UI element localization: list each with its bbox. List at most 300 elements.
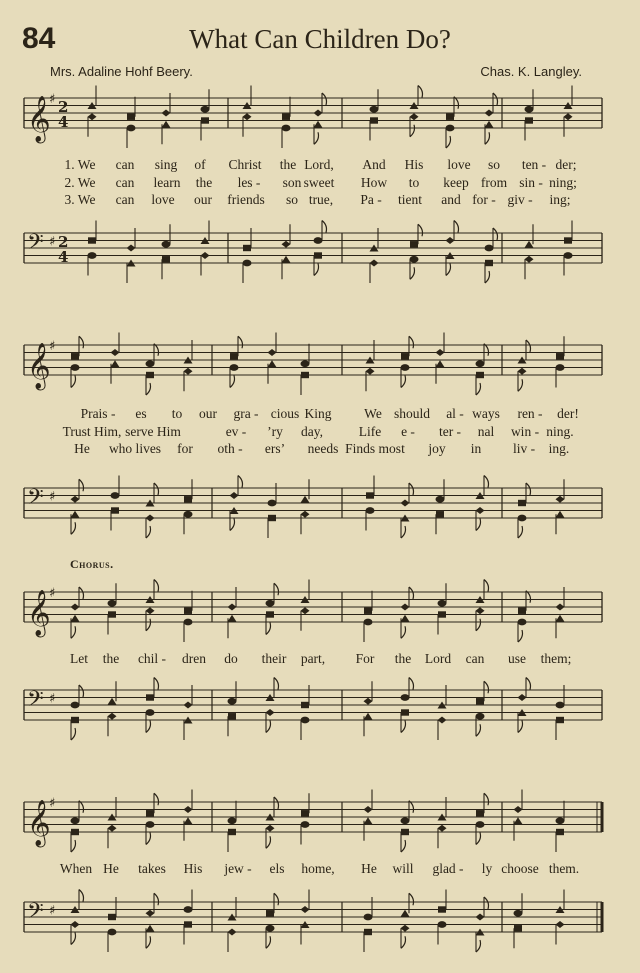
note-head-diamond (476, 914, 485, 921)
note-flag (401, 840, 406, 852)
note-head-square (556, 829, 564, 835)
note-flag (526, 678, 531, 690)
note-flag (238, 336, 243, 348)
note-head-square (401, 829, 409, 835)
note-flag (266, 623, 271, 635)
note-flag (154, 893, 159, 905)
note-head-square (266, 611, 274, 617)
note-head-round (410, 256, 419, 263)
lyric-syllable: gra - (233, 406, 259, 421)
note-head-square (314, 252, 322, 258)
note-flag (79, 685, 84, 697)
lyric-syllable: win - (510, 424, 540, 439)
note-flag (146, 833, 151, 845)
lyric-syllable: day, (301, 424, 323, 439)
note-head-round (525, 106, 534, 113)
note-head-diamond (266, 709, 275, 716)
lyric-syllable: oth - (217, 441, 243, 456)
note-head-square (282, 114, 290, 120)
note-head-round (301, 717, 310, 724)
note-flag (484, 793, 489, 805)
note-head-round (266, 925, 275, 932)
note-head-triangle (111, 360, 120, 367)
lyric-syllable: from (480, 175, 508, 190)
note-head-square (564, 237, 572, 243)
note-flag (485, 271, 490, 283)
note-head-square (446, 114, 454, 120)
note-head-triangle (146, 925, 155, 932)
note-flag (79, 890, 84, 902)
note-head-round (301, 821, 310, 828)
bass-clef-icon: 𝄢 (27, 230, 44, 260)
note-flag (518, 379, 523, 391)
lyric-syllable: to (408, 175, 420, 190)
lyric-syllable: ning. (546, 424, 574, 439)
lyric-syllable: sing (154, 157, 178, 172)
note-head-diamond (556, 921, 565, 928)
note-head-diamond (266, 825, 275, 832)
lyric-syllable: Pa - (360, 192, 382, 207)
note-flag (476, 383, 481, 395)
note-head-diamond (162, 110, 171, 117)
note-flag (446, 264, 451, 276)
note-head-square (266, 910, 274, 916)
note-head-diamond (364, 806, 373, 813)
note-head-diamond (146, 607, 155, 614)
note-flag (146, 721, 151, 733)
note-flag (493, 228, 498, 240)
note-head-square (228, 713, 236, 719)
lyric-syllable: King (304, 406, 332, 421)
lyric-syllable: the (195, 175, 213, 190)
note-head-diamond (485, 110, 494, 117)
note-head-diamond (228, 604, 237, 611)
note-flag (409, 801, 414, 813)
note-head-triangle (71, 615, 80, 622)
lyric-syllable: nal (477, 424, 495, 439)
note-flag (401, 526, 406, 538)
note-head-round (146, 709, 155, 716)
note-head-square (401, 709, 409, 715)
lyric-syllable: 2. We (64, 175, 96, 190)
note-head-square (111, 507, 119, 513)
note-head-round (108, 600, 117, 607)
note-head-square (71, 353, 79, 359)
lyric-syllable: for (177, 441, 193, 456)
lyric-syllable: der! (557, 406, 579, 421)
treble-clef-icon: 𝄞 (27, 343, 51, 389)
lyric-syllable: For (355, 651, 375, 666)
note-head-diamond (282, 241, 291, 248)
note-head-square (556, 353, 564, 359)
note-head-square (146, 372, 154, 378)
lyric-syllable: es (135, 406, 147, 421)
lyric-syllable: use (508, 651, 526, 666)
lyric-syllable: Trust Him, (62, 424, 122, 439)
lyric-syllable: needs (307, 441, 339, 456)
sharp-icon: ♯ (49, 796, 56, 811)
lyric-syllable: dren (182, 651, 206, 666)
note-head-round (518, 619, 527, 626)
note-head-round (71, 364, 80, 371)
note-flag (71, 626, 76, 638)
note-head-round (556, 702, 565, 709)
lyric-syllable: love (151, 192, 175, 207)
note-flag (274, 583, 279, 595)
note-flag (266, 721, 271, 733)
note-head-round (370, 106, 379, 113)
note-flag (154, 678, 159, 690)
note-head-round (228, 817, 237, 824)
note-head-triangle (401, 910, 410, 917)
note-head-diamond (127, 245, 136, 252)
lyric-syllable: jew - (224, 861, 252, 876)
note-flag (146, 619, 151, 631)
note-head-square (438, 906, 446, 912)
note-head-square (401, 353, 409, 359)
note-flag (418, 86, 423, 98)
note-head-diamond (71, 604, 80, 611)
note-head-round (476, 713, 485, 720)
note-head-square (88, 237, 96, 243)
note-head-round (401, 694, 410, 701)
note-head-round (184, 511, 193, 518)
note-flag (266, 936, 271, 948)
note-head-diamond (401, 604, 410, 611)
note-head-square (476, 698, 484, 704)
note-head-triangle (228, 615, 237, 622)
lyric-syllable: friends (227, 192, 265, 207)
note-flag (410, 125, 415, 137)
note-flag (401, 626, 406, 638)
lyric-syllable: Finds most (345, 441, 405, 456)
note-head-square (127, 114, 135, 120)
note-flag (71, 376, 76, 388)
note-head-square (518, 500, 526, 506)
note-flag (79, 479, 84, 491)
lyric-syllable: e - (401, 424, 415, 439)
note-flag (274, 678, 279, 690)
note-flag (484, 580, 489, 592)
note-head-square (71, 717, 79, 723)
note-head-round (268, 500, 277, 507)
sharp-icon: ♯ (49, 234, 56, 250)
lyric-syllable: should (393, 406, 431, 421)
treble-clef-icon: 𝄞 (27, 590, 51, 636)
lyric-syllable: serve Him (125, 424, 181, 439)
lyric-syllable: Let (70, 651, 88, 666)
note-head-diamond (71, 496, 80, 503)
note-head-square (364, 929, 372, 935)
note-head-triangle (162, 121, 171, 128)
lyric-syllable: so (487, 157, 501, 172)
lyric-syllable: tient (398, 192, 422, 207)
note-head-round (446, 125, 455, 132)
note-head-diamond (301, 607, 310, 614)
sharp-icon: ♯ (49, 903, 56, 919)
note-head-round (162, 241, 171, 248)
note-head-square (146, 694, 154, 700)
note-head-round (476, 360, 485, 367)
lyric-syllable: He (74, 441, 90, 456)
note-flag (476, 619, 481, 631)
note-head-diamond (476, 507, 485, 514)
note-flag (484, 476, 489, 488)
note-head-round (401, 364, 410, 371)
note-head-square (243, 245, 251, 251)
lyric-syllable: the (102, 651, 120, 666)
note-head-diamond (438, 717, 447, 724)
note-head-round (518, 515, 527, 522)
lyric-syllable: And (362, 157, 386, 172)
note-flag (79, 801, 84, 813)
note-head-diamond (446, 237, 455, 244)
system1-lyric-line-1 (0, 157, 640, 175)
chorus-label: Chorus. (70, 557, 114, 571)
lyric-syllable: our (194, 192, 212, 207)
system2-lyric-line-2 (0, 424, 640, 442)
note-head-diamond (370, 260, 379, 267)
note-head-round (146, 821, 155, 828)
note-head-diamond (518, 694, 527, 701)
note-head-round (88, 252, 97, 259)
note-head-round (184, 906, 193, 913)
note-head-round (146, 360, 155, 367)
note-flag (146, 526, 151, 538)
note-head-square (184, 608, 192, 614)
note-head-round (314, 237, 323, 244)
note-head-square (525, 117, 533, 123)
note-flag (418, 224, 423, 236)
lyric-syllable: ers’ (264, 441, 286, 456)
lyric-syllable: do (224, 651, 238, 666)
note-head-triangle (268, 360, 277, 367)
time-signature-bottom: 4 (58, 113, 69, 131)
note-head-diamond (401, 925, 410, 932)
lyric-syllable: ning; (549, 175, 577, 190)
note-head-diamond (268, 349, 277, 356)
sharp-icon: ♯ (49, 339, 56, 354)
note-head-round (438, 921, 447, 928)
lyric-syllable: Lord, (304, 157, 334, 172)
note-head-diamond (301, 906, 310, 913)
note-flag (238, 476, 243, 488)
lyric-syllable: son (282, 175, 302, 190)
system1-lyric-line-3 (0, 192, 640, 210)
author-credit: Mrs. Adaline Hohf Beery. (50, 64, 193, 79)
note-head-triangle (314, 121, 323, 128)
lyric-syllable: liv - (512, 441, 536, 456)
note-head-diamond (556, 496, 565, 503)
note-flag (409, 893, 414, 905)
note-head-diamond (514, 806, 523, 813)
note-head-round (438, 600, 447, 607)
lyric-syllable: and (441, 192, 461, 207)
lyric-syllable: the (279, 157, 297, 172)
note-head-diamond (201, 252, 210, 259)
note-head-diamond (71, 921, 80, 928)
time-signature-top: 2 (58, 98, 69, 116)
note-flag (401, 721, 406, 733)
note-head-round (556, 364, 565, 371)
note-flag (274, 797, 279, 809)
system3-lyric-line-1 (0, 651, 640, 669)
note-flag (322, 221, 327, 233)
lyric-syllable: them. (548, 861, 580, 876)
time-signature-top: 2 (58, 233, 69, 251)
note-head-round (108, 929, 117, 936)
lyric-syllable: ing. (548, 441, 570, 456)
note-head-square (370, 117, 378, 123)
lyric-syllable: of (194, 157, 206, 172)
time-signature-bottom: 4 (58, 248, 69, 266)
note-flag (71, 933, 76, 945)
note-head-square (146, 810, 154, 816)
note-head-square (268, 515, 276, 521)
note-head-triangle (401, 615, 410, 622)
note-head-diamond (184, 368, 193, 375)
note-flag (230, 519, 235, 531)
note-head-round (301, 360, 310, 367)
lyric-syllable: al - (446, 406, 464, 421)
note-head-diamond (146, 910, 155, 917)
note-flag (485, 132, 490, 144)
lyric-syllable: His (404, 157, 424, 172)
note-head-square (514, 925, 522, 931)
note-head-round (556, 817, 565, 824)
note-flag (409, 678, 414, 690)
note-head-triangle (184, 817, 193, 824)
lyric-syllable: love (447, 157, 471, 172)
note-head-round (201, 106, 210, 113)
note-flag (71, 728, 76, 740)
lyric-syllable: choose (501, 861, 539, 876)
note-head-round (111, 492, 120, 499)
note-flag (518, 630, 523, 642)
lyric-syllable: cious (270, 406, 300, 421)
note-head-diamond (88, 113, 97, 120)
treble-clef-icon: 𝄞 (27, 96, 51, 142)
lyric-syllable: ren - (517, 406, 543, 421)
note-head-round (71, 817, 80, 824)
treble-clef-icon: 𝄞 (27, 800, 51, 846)
lyric-syllable: can (115, 192, 135, 207)
lyric-syllable: Prais - (80, 406, 116, 421)
lyric-syllable: to (171, 406, 183, 421)
sharp-icon: ♯ (49, 691, 56, 707)
note-flag (146, 383, 151, 395)
note-head-round (228, 698, 237, 705)
note-flag (476, 519, 481, 531)
note-flag (409, 336, 414, 348)
lyric-syllable: can (115, 175, 135, 190)
note-head-square (108, 914, 116, 920)
lyric-syllable: der; (555, 157, 577, 172)
lyric-syllable: ly (481, 861, 493, 876)
note-head-triangle (364, 817, 373, 824)
note-head-square (201, 117, 209, 123)
note-head-diamond (230, 492, 239, 499)
note-head-square (184, 496, 192, 502)
note-head-diamond (364, 698, 373, 705)
note-head-square (366, 492, 374, 498)
note-flag (484, 681, 489, 693)
lyric-syllable: takes (138, 861, 166, 876)
lyric-syllable: sweet (303, 175, 335, 190)
note-flag (79, 336, 84, 348)
lyric-syllable: our (199, 406, 217, 421)
note-head-square (476, 810, 484, 816)
lyric-syllable: can (115, 157, 135, 172)
note-head-triangle (525, 241, 534, 248)
note-flag (274, 893, 279, 905)
lyric-syllable: ing; (549, 192, 571, 207)
note-flag (476, 833, 481, 845)
note-flag (154, 483, 159, 495)
note-flag (454, 221, 459, 233)
sharp-icon: ♯ (49, 92, 56, 107)
note-head-triangle (556, 511, 565, 518)
lyric-syllable: Lord (424, 651, 452, 666)
lyric-syllable: joy (428, 441, 446, 456)
note-head-square (438, 611, 446, 617)
lyric-syllable: for - (472, 192, 496, 207)
note-head-diamond (184, 702, 193, 709)
lyric-syllable: them; (540, 651, 572, 666)
lyric-syllable: chil - (137, 651, 167, 666)
note-flag (146, 936, 151, 948)
lyric-syllable: When (59, 861, 93, 876)
note-head-square (301, 372, 309, 378)
note-head-diamond (184, 806, 193, 813)
lyric-syllable: ’ry (267, 424, 283, 439)
lyric-syllable: the (394, 651, 412, 666)
note-head-triangle (364, 713, 373, 720)
note-head-round (282, 125, 291, 132)
note-head-triangle (282, 256, 291, 263)
note-head-square (436, 511, 444, 517)
note-head-diamond (564, 113, 573, 120)
note-head-square (301, 810, 309, 816)
system4-lyric-line-1 (0, 861, 640, 879)
lyric-syllable: We (364, 406, 382, 421)
lyric-syllable: les - (237, 175, 261, 190)
note-flag (322, 93, 327, 105)
note-head-round (127, 125, 136, 132)
bass-clef-icon: 𝄢 (27, 485, 44, 515)
note-head-round (364, 619, 373, 626)
note-head-round (184, 619, 193, 626)
note-flag (401, 936, 406, 948)
note-head-round (514, 910, 523, 917)
note-head-diamond (243, 113, 252, 120)
note-flag (401, 376, 406, 388)
lyric-syllable: home, (301, 861, 335, 876)
note-head-square (476, 372, 484, 378)
lyric-syllable: giv - (507, 192, 533, 207)
note-head-round (243, 260, 252, 267)
note-flag (230, 376, 235, 388)
note-head-diamond (410, 113, 419, 120)
lyric-syllable: who lives (108, 441, 162, 456)
note-head-diamond (518, 368, 527, 375)
note-head-round (564, 252, 573, 259)
note-flag (314, 132, 319, 144)
note-flag (71, 840, 76, 852)
system1-lyric-line-2 (0, 175, 640, 193)
lyric-syllable: His (183, 861, 203, 876)
lyric-syllable: their (261, 651, 287, 666)
